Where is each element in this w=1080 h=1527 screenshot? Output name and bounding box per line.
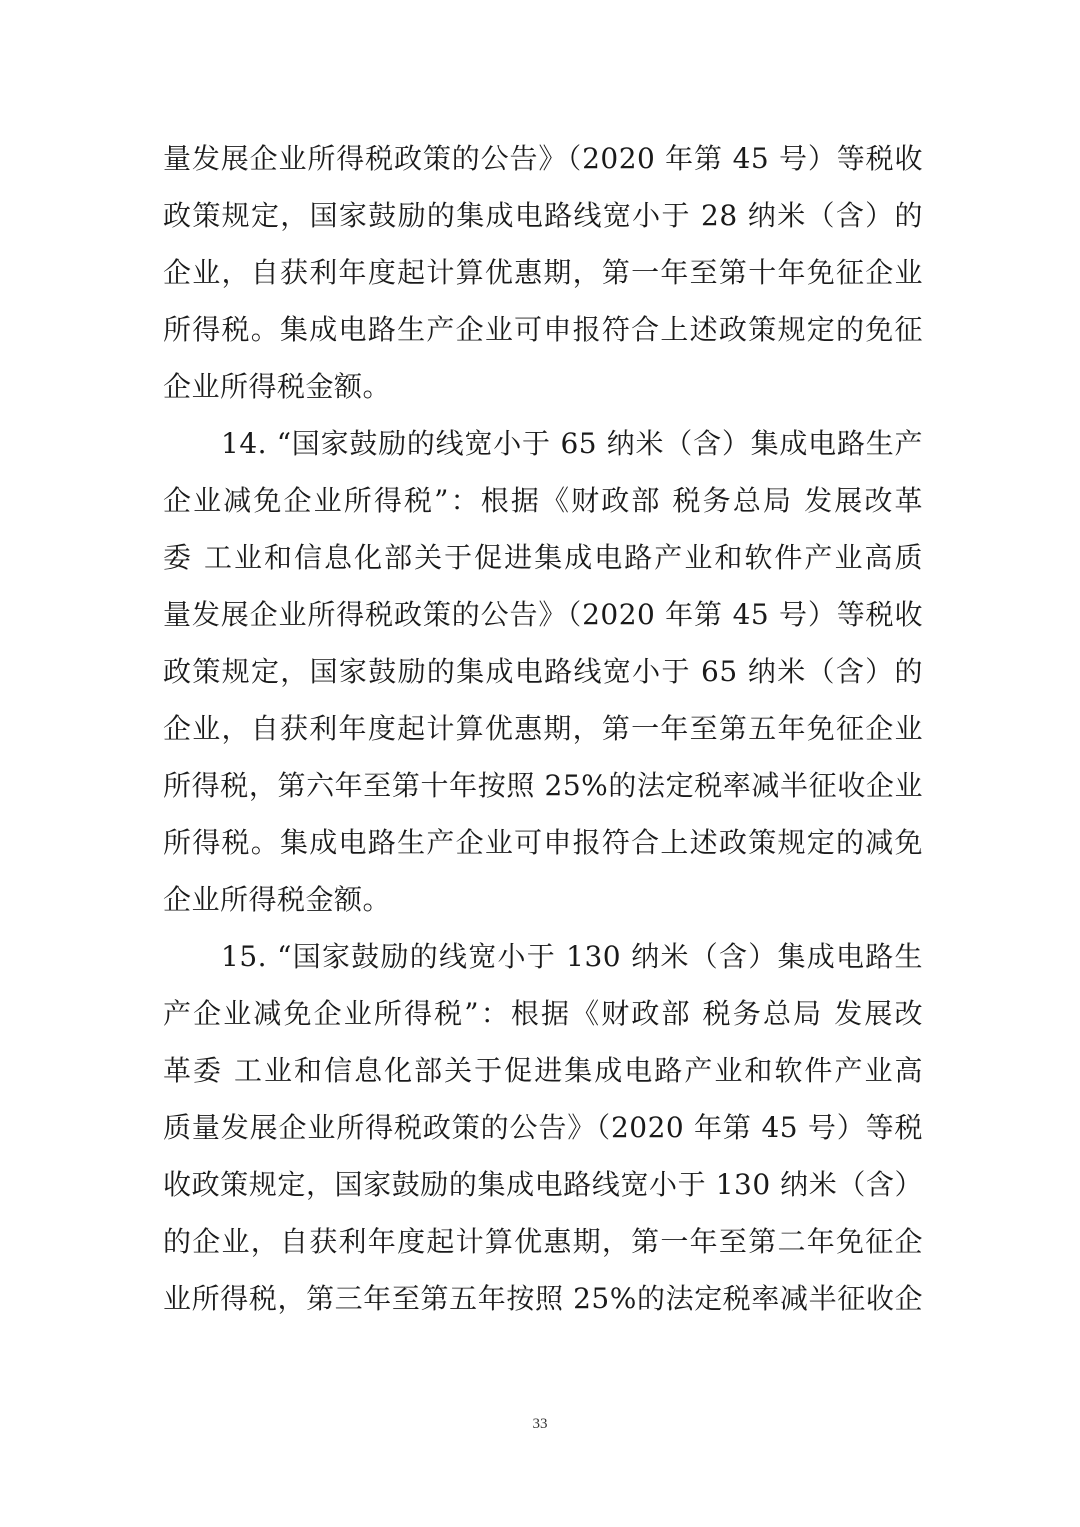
paragraph-14-line-1: 14. “国家鼓励的线宽小于 65 纳米（含）集成电路生产 <box>221 427 923 460</box>
paragraph-1-line-4: 所得税。集成电路生产企业可申报符合上述政策规定的免征 <box>163 313 923 346</box>
paragraph-15-line-4: 质量发展企业所得税政策的公告》（2020 年第 45 号）等税 <box>163 1111 923 1144</box>
paragraph-15-line-7: 业所得税，第三年至第五年按照 25%的法定税率减半征收企 <box>163 1282 923 1315</box>
paragraph-15-line-2: 产企业减免企业所得税”：根据《财政部 税务总局 发展改 <box>163 997 923 1030</box>
paragraph-14-line-6: 企业，自获利年度起计算优惠期，第一年至第五年免征企业 <box>163 712 923 745</box>
paragraph-15-line-3: 革委 工业和信息化部关于促进集成电路产业和软件产业高 <box>163 1054 923 1087</box>
paragraph-15-line-5: 收政策规定，国家鼓励的集成电路线宽小于 130 纳米（含） <box>163 1168 923 1201</box>
paragraph-15-line-6: 的企业，自获利年度起计算优惠期，第一年至第二年免征企 <box>163 1225 923 1258</box>
body-text <box>163 130 923 1327</box>
paragraph-1-line-5: 企业所得税金额。 <box>163 370 392 403</box>
page-number: 33 <box>532 1416 548 1432</box>
paragraph-14-line-7: 所得税，第六年至第十年按照 25%的法定税率减半征收企业 <box>163 769 923 802</box>
paragraph-14-line-5: 政策规定，国家鼓励的集成电路线宽小于 65 纳米（含）的 <box>163 655 923 688</box>
paragraph-14-line-4: 量发展企业所得税政策的公告》（2020 年第 45 号）等税收 <box>163 598 923 631</box>
paragraph-1-line-2: 政策规定，国家鼓励的集成电路线宽小于 28 纳米（含）的 <box>163 199 923 232</box>
paragraph-14-line-9: 企业所得税金额。 <box>163 883 392 916</box>
paragraph-15-line-1: 15. “国家鼓励的线宽小于 130 纳米（含）集成电路生 <box>221 940 923 973</box>
paragraph-1-line-1: 量发展企业所得税政策的公告》（2020 年第 45 号）等税收 <box>163 142 923 175</box>
paragraph-1-line-3: 企业，自获利年度起计算优惠期，第一年至第十年免征企业 <box>163 256 923 289</box>
paragraph-14-line-8: 所得税。集成电路生产企业可申报符合上述政策规定的减免 <box>163 826 923 859</box>
paragraph-14-line-2: 企业减免企业所得税”：根据《财政部 税务总局 发展改革 <box>163 484 923 517</box>
paragraph-14-line-3: 委 工业和信息化部关于促进集成电路产业和软件产业高质 <box>163 541 923 574</box>
